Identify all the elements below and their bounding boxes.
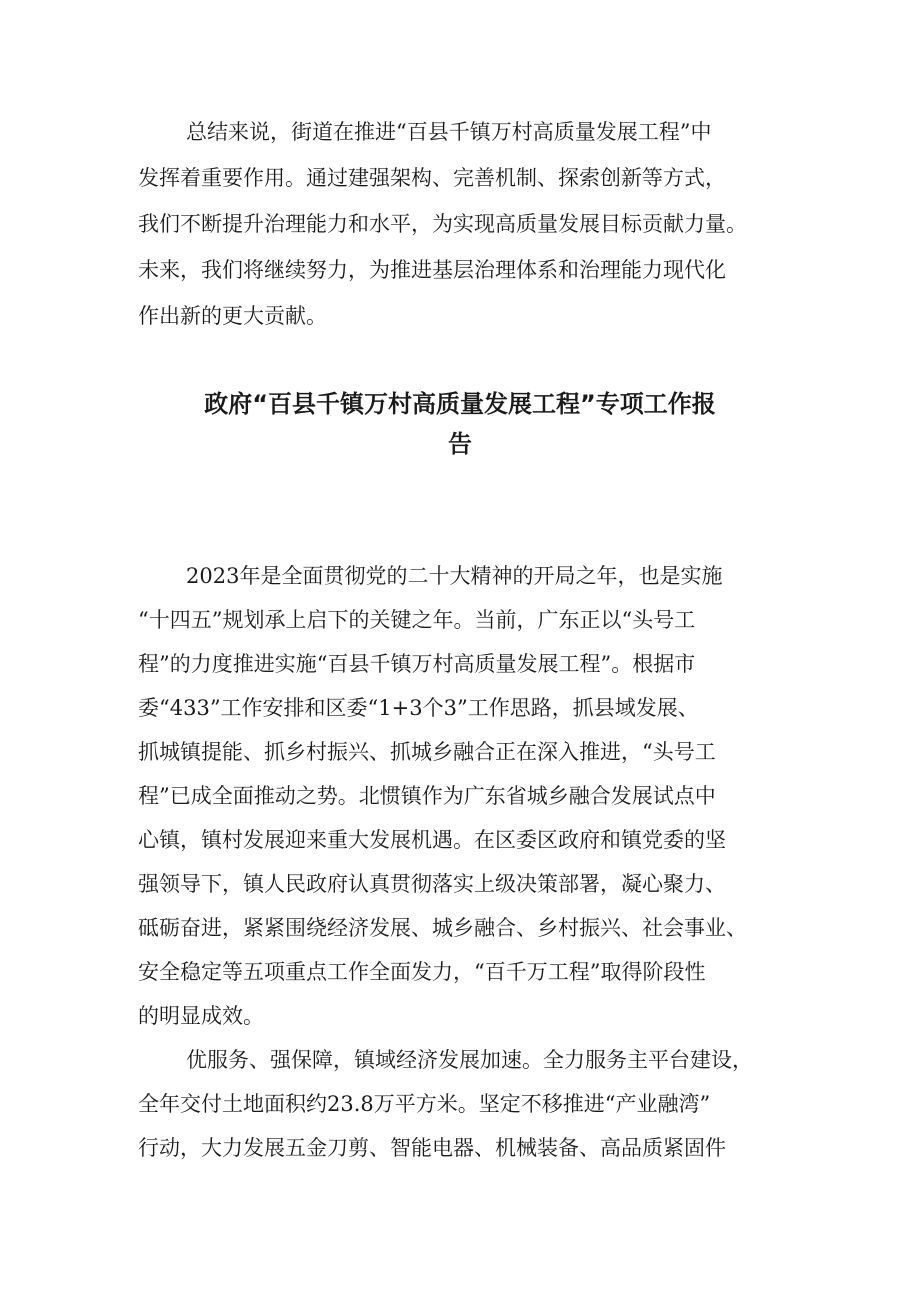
paragraph-line: 作出新的更大贡献。 (138, 304, 327, 328)
paragraph-line: 委“433”工作安排和区委“1+3个3”工作思路，抓县域发展、 (138, 696, 699, 720)
paragraph-line: 程”的力度推进实施“百县千镇万村高质量发展工程”。根据市 (138, 652, 696, 676)
paragraph-line: 2023年是全面贯彻党的二十大精神的开局之年，也是实施 (186, 564, 723, 588)
report-title-line: 告 (448, 430, 472, 458)
paragraph-line: 发挥着重要作用。通过建强架构、完善机制、探索创新等方式， (138, 166, 726, 190)
paragraph-line: 优服务、强保障，镇域经济发展加速。全力服务主平台建设， (186, 1048, 753, 1072)
paragraph-line: 总结来说，街道在推进“百县千镇万村高质量发展工程”中 (186, 120, 712, 144)
paragraph-line: “十四五”规划承上启下的关键之年。当前，广东正以“头号工 (138, 608, 696, 632)
paragraph-line: 未来，我们将继续努力，为推进基层治理体系和治理能力现代化 (138, 258, 726, 282)
paragraph-line: 心镇，镇村发展迎来重大发展机遇。在区委区政府和镇党委的坚 (138, 828, 726, 852)
paragraph-line: 我们不断提升治理能力和水平，为实现高质量发展目标贡献力量。 (138, 212, 747, 236)
paragraph-line: 强领导下，镇人民政府认真贯彻落实上级决策部署，凝心聚力、 (138, 872, 726, 896)
paragraph-line: 的明显成效。 (138, 1004, 264, 1028)
paragraph-line: 全年交付土地面积约23.8万平方米。坚定不移推进“产业融湾” (138, 1092, 711, 1116)
paragraph-line: 安全稳定等五项重点工作全面发力，“百千万工程”取得阶段性 (138, 960, 706, 984)
paragraph-line: 砥砺奋进，紧紧围绕经济发展、城乡融合、乡村振兴、社会事业、 (138, 916, 747, 940)
paragraph-line: 行动，大力发展五金刀剪、智能电器、机械装备、高品质紧固件 (138, 1136, 726, 1160)
paragraph-line: 程”已成全面推动之势。北惯镇作为广东省城乡融合发展试点中 (138, 784, 716, 808)
report-title-line: 政府“百县千镇万村高质量发展工程”专项工作报 (204, 390, 716, 418)
paragraph-line: 抓城镇提能、抓乡村振兴、抓城乡融合正在深入推进，“头号工 (138, 740, 716, 764)
